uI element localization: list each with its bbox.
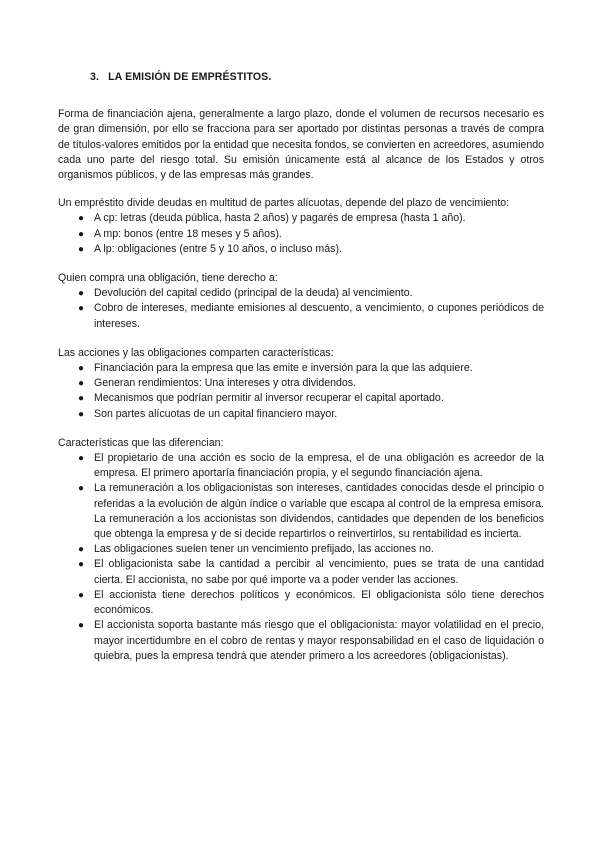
section-derechos <box>58 271 544 332</box>
bullet-icon: ● <box>78 243 85 255</box>
bullet-list <box>58 211 544 257</box>
list-item: ● El propietario de una acción es socio de la empresa, el de una obligación es acreedor de la empresa. El primero aportaría financiación propia, y el segundo financiación ajena. <box>78 452 544 480</box>
section-lead: Las acciones y las obligaciones comparten características: <box>58 346 334 359</box>
section-lead: Un empréstito divide deudas en multitud de partes alícuotas, depende del plazo de vencimiento: <box>58 197 510 210</box>
bullet-icon: ● <box>78 620 85 632</box>
bullet-icon: ● <box>78 378 85 390</box>
heading-title: LA EMISIÓN DE EMPRÉSTITOS. <box>108 71 272 83</box>
list-item: ● Generan rendimientos: Una intereses y otra dividendos. <box>58 376 544 391</box>
section-lead: Características que las diferencian: <box>58 436 224 449</box>
bullet-list <box>58 286 544 332</box>
intro-paragraph: Forma de financiación ajena, generalmente a largo plazo, donde el volumen de recursos necesario es de gran dimensión, por ello se fracciona para ser aportado por distintas personas a través de compra de títulos-valores emitidos por la entidad que necesita fondos, se convierten en acreedores, asumiendo cada uno parte del riesgo total. Su emisión únicamente está al alcance de los Estados y otros organismos públicos, y de las empresas más grandes. <box>58 108 544 182</box>
list-item: ● El obligacionista sabe la cantidad a percibir al vencimiento, pues se trata de una cantidad cierta. El accionista, no sabe por qué importe va a poder vender las acciones. <box>78 558 544 586</box>
bullet-icon: ● <box>78 559 85 571</box>
bullet-icon: ● <box>78 408 85 420</box>
bullet-list <box>58 361 544 422</box>
list-item: ● Mecanismos que podrían permitir al inversor recuperar el capital aportado. <box>58 391 544 406</box>
section-comparten <box>58 346 544 422</box>
list-item: ● El accionista tiene derechos políticos y económicos. El obligacionista sólo tiene derechos económicos. <box>78 588 544 617</box>
heading-number: 3. <box>90 71 100 83</box>
bullet-icon: ● <box>78 483 85 495</box>
bullet-icon: ● <box>78 213 85 225</box>
list-item: ● Cobro de intereses, mediante emisiones al descuento, a vencimiento, o cupones periódicos de intereses. <box>78 302 544 330</box>
bullet-icon: ● <box>78 393 85 405</box>
bullet-icon: ● <box>78 544 85 556</box>
section-heading <box>90 70 544 85</box>
list-item: ● A cp: letras (deuda pública, hasta 2 años) y pagarés de empresa (hasta 1 año). <box>58 211 544 226</box>
list-item: ● El accionista soporta bastante más riesgo que el obligacionista: mayor volatilidad en el precio, mayor incertidumbre en el cobro de rentas y mayor responsabilidad en el caso de liquidación o quiebra, pues la empresa tendrá que atender primero a los acreedores (obligacionistas). <box>78 619 544 662</box>
list-item: ● A mp: bonos (entre 18 meses y 5 años). <box>58 227 544 242</box>
bullet-icon: ● <box>78 363 85 375</box>
bullet-list <box>58 451 544 664</box>
bullet-icon: ● <box>78 303 85 315</box>
list-item: ● La remuneración a los obligacionistas son intereses, cantidades conocidas desde el principio o referidas a la evolución de algún índice o variable que escapa al control de la empresa emisora. La remuneración a los accionistas son dividendos, cantidades que dependen de los beneficios que obtenga la empresa y de si decide repartirlos o reinvertirlos, su rentabilidad es incierta. <box>78 482 544 541</box>
section-plazos <box>58 196 544 257</box>
list-item: ● A lp: obligaciones (entre 5 y 10 años, o incluso más). <box>58 242 544 257</box>
bullet-icon: ● <box>78 453 85 465</box>
section-diferencias <box>58 436 544 664</box>
list-item: ● Las obligaciones suelen tener un vencimiento prefijado, las acciones no. <box>58 542 544 557</box>
bullet-icon: ● <box>78 589 85 601</box>
list-item: ● Devolución del capital cedido (principal de la deuda) al vencimiento. <box>58 286 544 301</box>
bullet-icon: ● <box>78 288 85 300</box>
bullet-icon: ● <box>78 228 85 240</box>
list-item: ● Financiación para la empresa que las emite e inversión para la que las adquiere. <box>58 361 544 376</box>
document-page <box>58 70 544 664</box>
list-item: ● Son partes alícuotas de un capital financiero mayor. <box>58 407 544 422</box>
section-lead: Quien compra una obligación, tiene derecho a: <box>58 272 278 285</box>
